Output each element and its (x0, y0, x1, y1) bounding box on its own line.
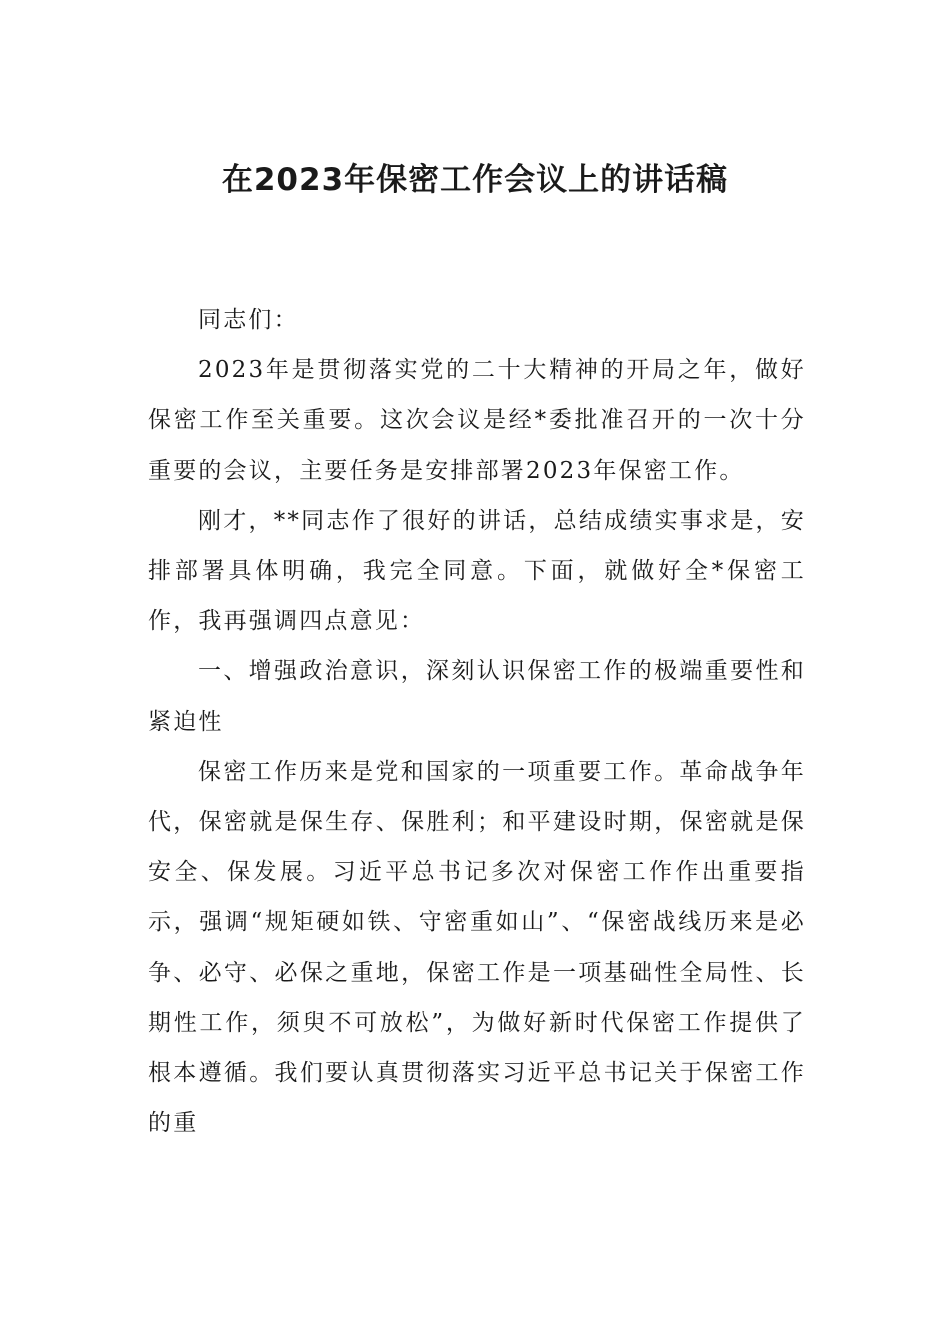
greeting-paragraph: 同志们： (198, 307, 299, 333)
body-paragraph: 2023年是贯彻落实党的二十大精神的开局之年，做好保密工作至关重要。这次会议是经*委批准召开的一次十分重要的会议，主要任务是安排部署2023年保密工作。 (148, 357, 806, 484)
section-heading: 一、增强政治意识，深刻认识保密工作的极端重要性和紧迫性 (148, 658, 806, 735)
body-paragraph: 刚才，**同志作了很好的讲话，总结成绩实事求是，安排部署具体明确，我完全同意。下面，就做好全*保密工作，我再强调四点意见： (148, 507, 806, 635)
body-paragraph: 保密工作历来是党和国家的一项重要工作。革命战争年代，保密就是保生存、保胜利；和平建设时期，保密就是保安全、保发展。习近平总书记多次对保密工作作出重要指示，强调“规矩硬如铁、守密重如山”、“保密战线历来是必争、必守、必保之重地，保密工作是一项基础性全局性、长期性工作，须臾不可放松”，为做好新时代保密工作提供了根本遵循。我们要认真贯彻落实习近平总书记关于保密工作的重 (148, 758, 806, 1137)
document-body (148, 295, 806, 1148)
document-title: 在2023年保密工作会议上的讲话稿 (221, 162, 729, 198)
